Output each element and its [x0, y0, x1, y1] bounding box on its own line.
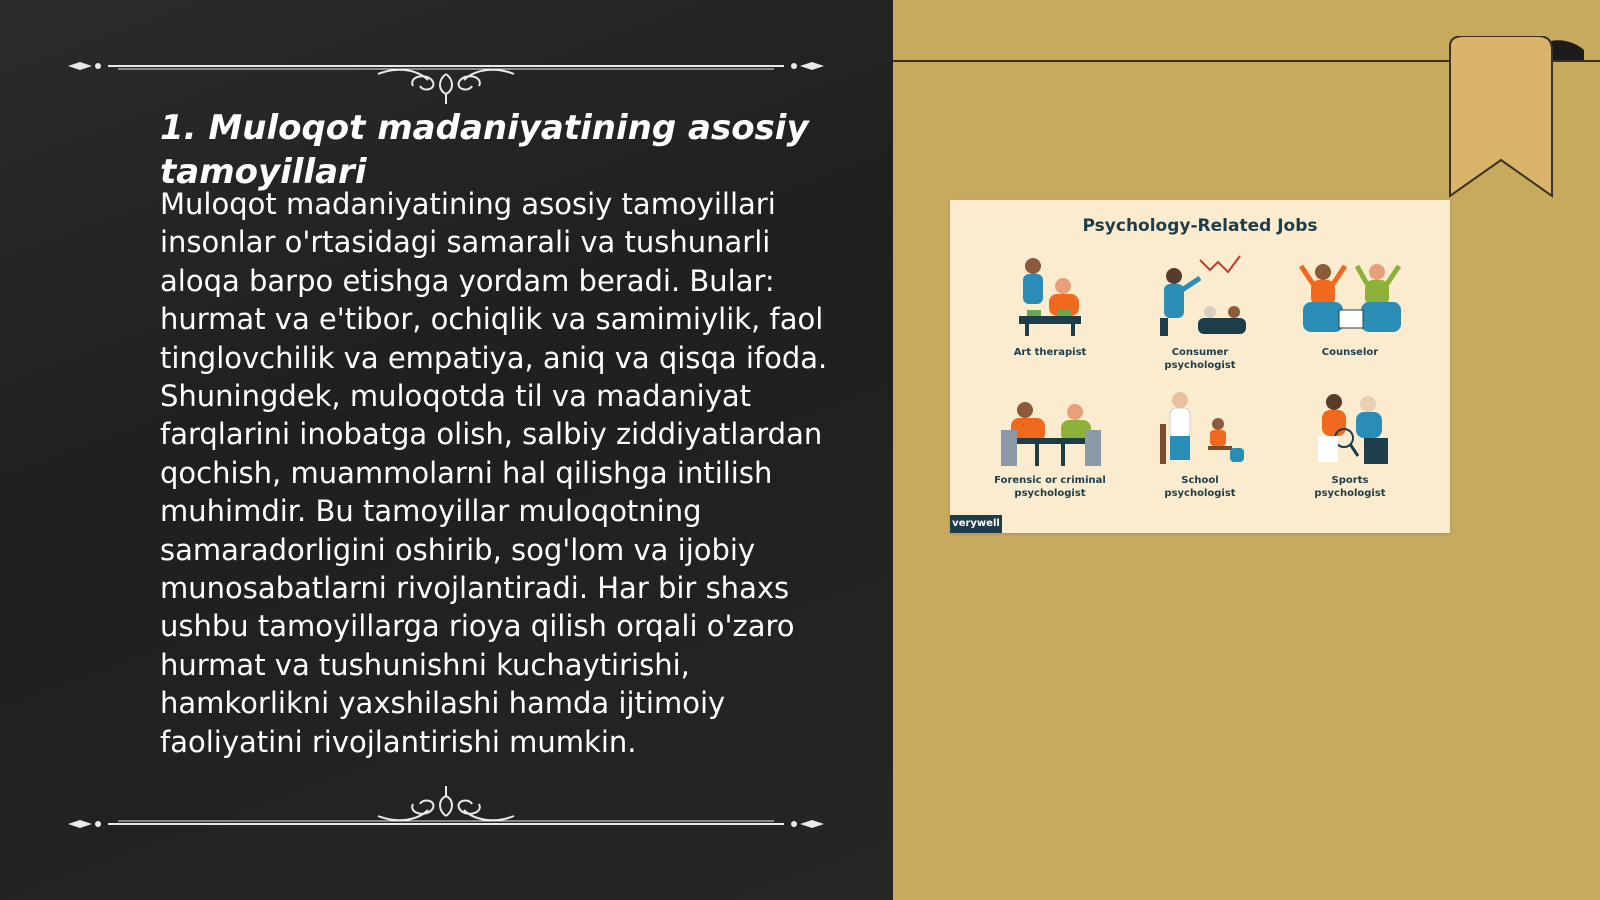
job-label-school-psychologist: School psychologist	[1164, 475, 1236, 499]
verywell-logo: verywell	[950, 515, 1002, 533]
job-label-sports-psychologist: Sports psychologist	[1314, 475, 1386, 499]
school-psychologist-illustration	[1150, 390, 1250, 470]
psychology-jobs-image	[950, 200, 1450, 533]
consumer-psychologist-illustration	[1150, 252, 1250, 342]
job-forensic-psychologist	[975, 390, 1125, 500]
slide-title: 1. Muloqot madaniyatining asosiy tamoyillari	[160, 108, 809, 192]
bookmark-ribbon-icon	[1434, 36, 1584, 198]
bottom-ornament-divider	[68, 780, 824, 840]
counselor-illustration	[1295, 252, 1405, 342]
art-therapist-illustration	[1005, 252, 1095, 342]
job-sports-psychologist	[1275, 390, 1425, 500]
slide-body-text: Muloqot madaniyatining asosiy tamoyillari insonlar o'rtasidagi samarali va tushunarli aloqa barpo etishga yordam beradi. Bular: hurmat va e'tibor, ochiqlik va samimiylik, faol tinglovchilik va empatiya, aniq va qisqa ifoda. Shuningdek, muloqotda til va madaniyat farqlarini inobatga olish, salbiy ziddiyatlardan qochish, muammolarni hal qilishga intilish muhimdir. Bu tamoyillar muloqotning samaradorligini oshirib, sog'lom va ijobiy munosabatlarni rivojlantiradi. Har bir shaxs ushbu tamoyillarga rioya qilish orqali o'zaro hurmat va tushunishni kuchaytirishi, hamkorlikni yaxshilashi hamda ijtimoiy faoliyatini rivojlantirishi mumkin.	[160, 187, 828, 759]
forensic-psychologist-illustration	[995, 390, 1105, 470]
top-ornament-divider	[68, 46, 824, 106]
job-label-consumer-psychologist: Consumer psychologist	[1164, 347, 1236, 371]
job-art-therapist	[975, 252, 1125, 359]
job-label-forensic-psychologist: Forensic or criminal psychologist	[994, 475, 1106, 499]
job-counselor	[1275, 252, 1425, 359]
sports-psychologist-illustration	[1300, 390, 1400, 470]
job-label-art-therapist: Art therapist	[1013, 347, 1087, 358]
job-label-counselor: Counselor	[1321, 347, 1379, 358]
image-title: Psychology-Related Jobs	[1082, 216, 1318, 236]
job-school-psychologist	[1125, 390, 1275, 500]
job-consumer-psychologist	[1125, 252, 1275, 372]
